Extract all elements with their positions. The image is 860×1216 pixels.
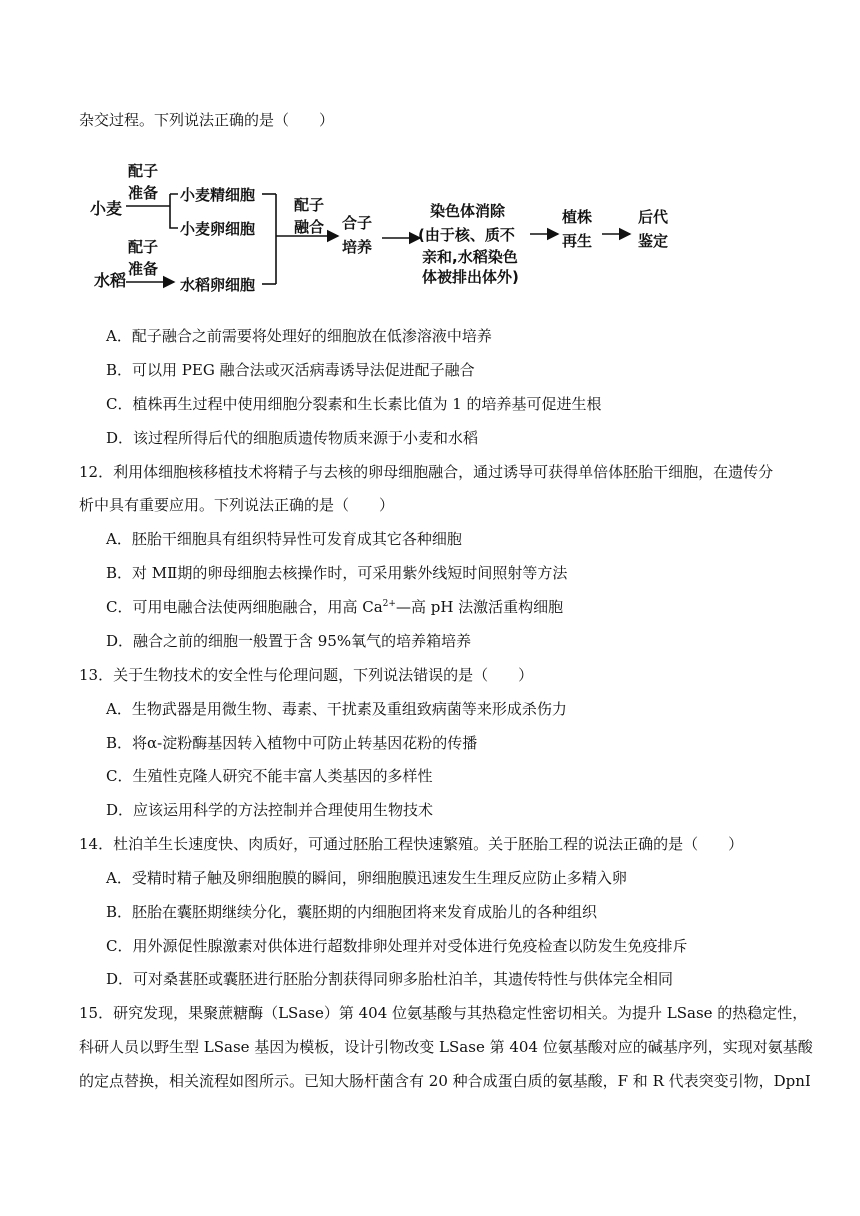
regeneration-label-1: 植株 (562, 208, 593, 226)
q12-option-c (106, 597, 563, 617)
q13-option-d: D．应该运用科学的方法控制并合理使用生物技术 (106, 801, 434, 819)
wheat-label: 小麦 (90, 199, 123, 218)
q13-option-c: C．生殖性克隆人研究不能丰富人类基因的多样性 (106, 767, 433, 785)
zygote-label-1: 合子 (342, 214, 373, 232)
elimination-label-1: 染色体消除 (430, 202, 506, 220)
rice-prep-label-1: 配子 (128, 238, 159, 256)
q14-option-b: B．胚胎在囊胚期继续分化，囊胚期的内细胞团将来发育成胎儿的各种组织 (106, 903, 598, 921)
q13-option-b: B．将α-淀粉酶基因转入植物中可防止转基因花粉的传播 (106, 734, 478, 752)
fusion-label-1: 配子 (294, 196, 325, 214)
q14-option-c: C．用外源促性腺激素对供体进行超数排卵处理并对受体进行免疫检查以防发生免疫排斥 (106, 937, 688, 955)
q12-option-c-text: C．可用电融合法使两细胞融合，用高 Ca (106, 598, 383, 616)
fusion-label-2: 融合 (294, 218, 325, 236)
calcium-charge: 2+ (382, 599, 396, 609)
q12-option-b: B．对 MⅡ期的卵母细胞去核操作时，可采用紫外线短时间照射等方法 (106, 564, 568, 582)
wheat-egg-label: 小麦卵细胞 (180, 220, 256, 238)
q12-stem-line-1: 12．利用体细胞核移植技术将精子与去核的卵母细胞融合，通过诱导可获得单倍体胚胎干细胞，在遗传分 (79, 463, 774, 481)
q15-stem-line-2: 科研人员以野生型 LSase 基因为模板，设计引物改变 LSase 第 404 位氨基酸对应的碱基序列，实现对氨基酸 (79, 1038, 813, 1056)
q13-option-a: A．生物武器是用微生物、毒素、干扰素及重组致病菌等来形成杀伤力 (106, 700, 567, 718)
q11-option-d: D．该过程所得后代的细胞质遗传物质来源于小麦和水稻 (106, 429, 479, 447)
q14-option-d: D．可对桑葚胚或囊胚进行胚胎分割获得同卵多胎杜泊羊，其遗传特性与供体完全相同 (106, 970, 674, 988)
wheat-sperm-label: 小麦精细胞 (180, 186, 256, 204)
elimination-label-2: (由于核、质不 (418, 226, 515, 244)
q11-option-a: A．配子融合之前需要将处理好的细胞放在低渗溶液中培养 (106, 327, 492, 345)
wheat-prep-label-2: 准备 (128, 184, 159, 202)
q12-stem-line-2: 析中具有重要应用。下列说法正确的是（ ） (79, 496, 395, 514)
regeneration-label-2: 再生 (562, 232, 593, 250)
elimination-label-4: 体被排出体外) (422, 268, 519, 286)
q14-option-a: A．受精时精子触及卵细胞膜的瞬间，卵细胞膜迅速发生生理反应防止多精入卵 (106, 869, 627, 887)
rice-egg-label: 水稻卵细胞 (180, 276, 256, 294)
q12-option-d: D．融合之前的细胞一般置于含 95%氧气的培养箱培养 (106, 632, 472, 650)
q15-stem-line-1: 15．研究发现，果聚蔗糖酶（LSase）第 404 位氨基酸与其热稳定性密切相关。为提升 LSase 的热稳定性， (79, 1004, 808, 1022)
identification-label-1: 后代 (638, 208, 669, 226)
q12-option-a: A．胚胎干细胞具有组织特异性可发育成其它各种细胞 (106, 530, 462, 548)
elimination-label-3: 亲和,水稻染色 (422, 248, 518, 266)
wheat-split-bracket (170, 194, 178, 228)
q12-option-c-text-end: —高 pH 法激活重构细胞 (395, 598, 564, 616)
rice-prep-label-2: 准备 (128, 260, 159, 278)
wheat-prep-label-1: 配子 (128, 162, 159, 180)
hybridization-flow-diagram (90, 158, 710, 298)
q15-stem-line-3: 的定点替换，相关流程如图所示。已知大肠杆菌含有 20 种合成蛋白质的氨基酸，F 和 R 代表突变引物，DpnI (79, 1072, 811, 1090)
rice-label: 水稻 (94, 271, 127, 290)
q13-stem: 13．关于生物技术的安全性与伦理问题，下列说法错误的是（ ） (79, 666, 534, 684)
q11-option-b: B．可以用 PEG 融合法或灭活病毒诱导法促进配子融合 (106, 361, 475, 379)
q11-option-c: C．植株再生过程中使用细胞分裂素和生长素比值为 1 的培养基可促进生根 (106, 395, 602, 413)
q11-stem: 杂交过程。下列说法正确的是（ ） (79, 111, 335, 129)
q14-stem: 14．杜泊羊生长速度快、肉质好，可通过胚胎工程快速繁殖。关于胚胎工程的说法正确的是（ ） (79, 835, 744, 853)
zygote-label-2: 培养 (342, 238, 373, 256)
identification-label-2: 鉴定 (638, 232, 669, 250)
